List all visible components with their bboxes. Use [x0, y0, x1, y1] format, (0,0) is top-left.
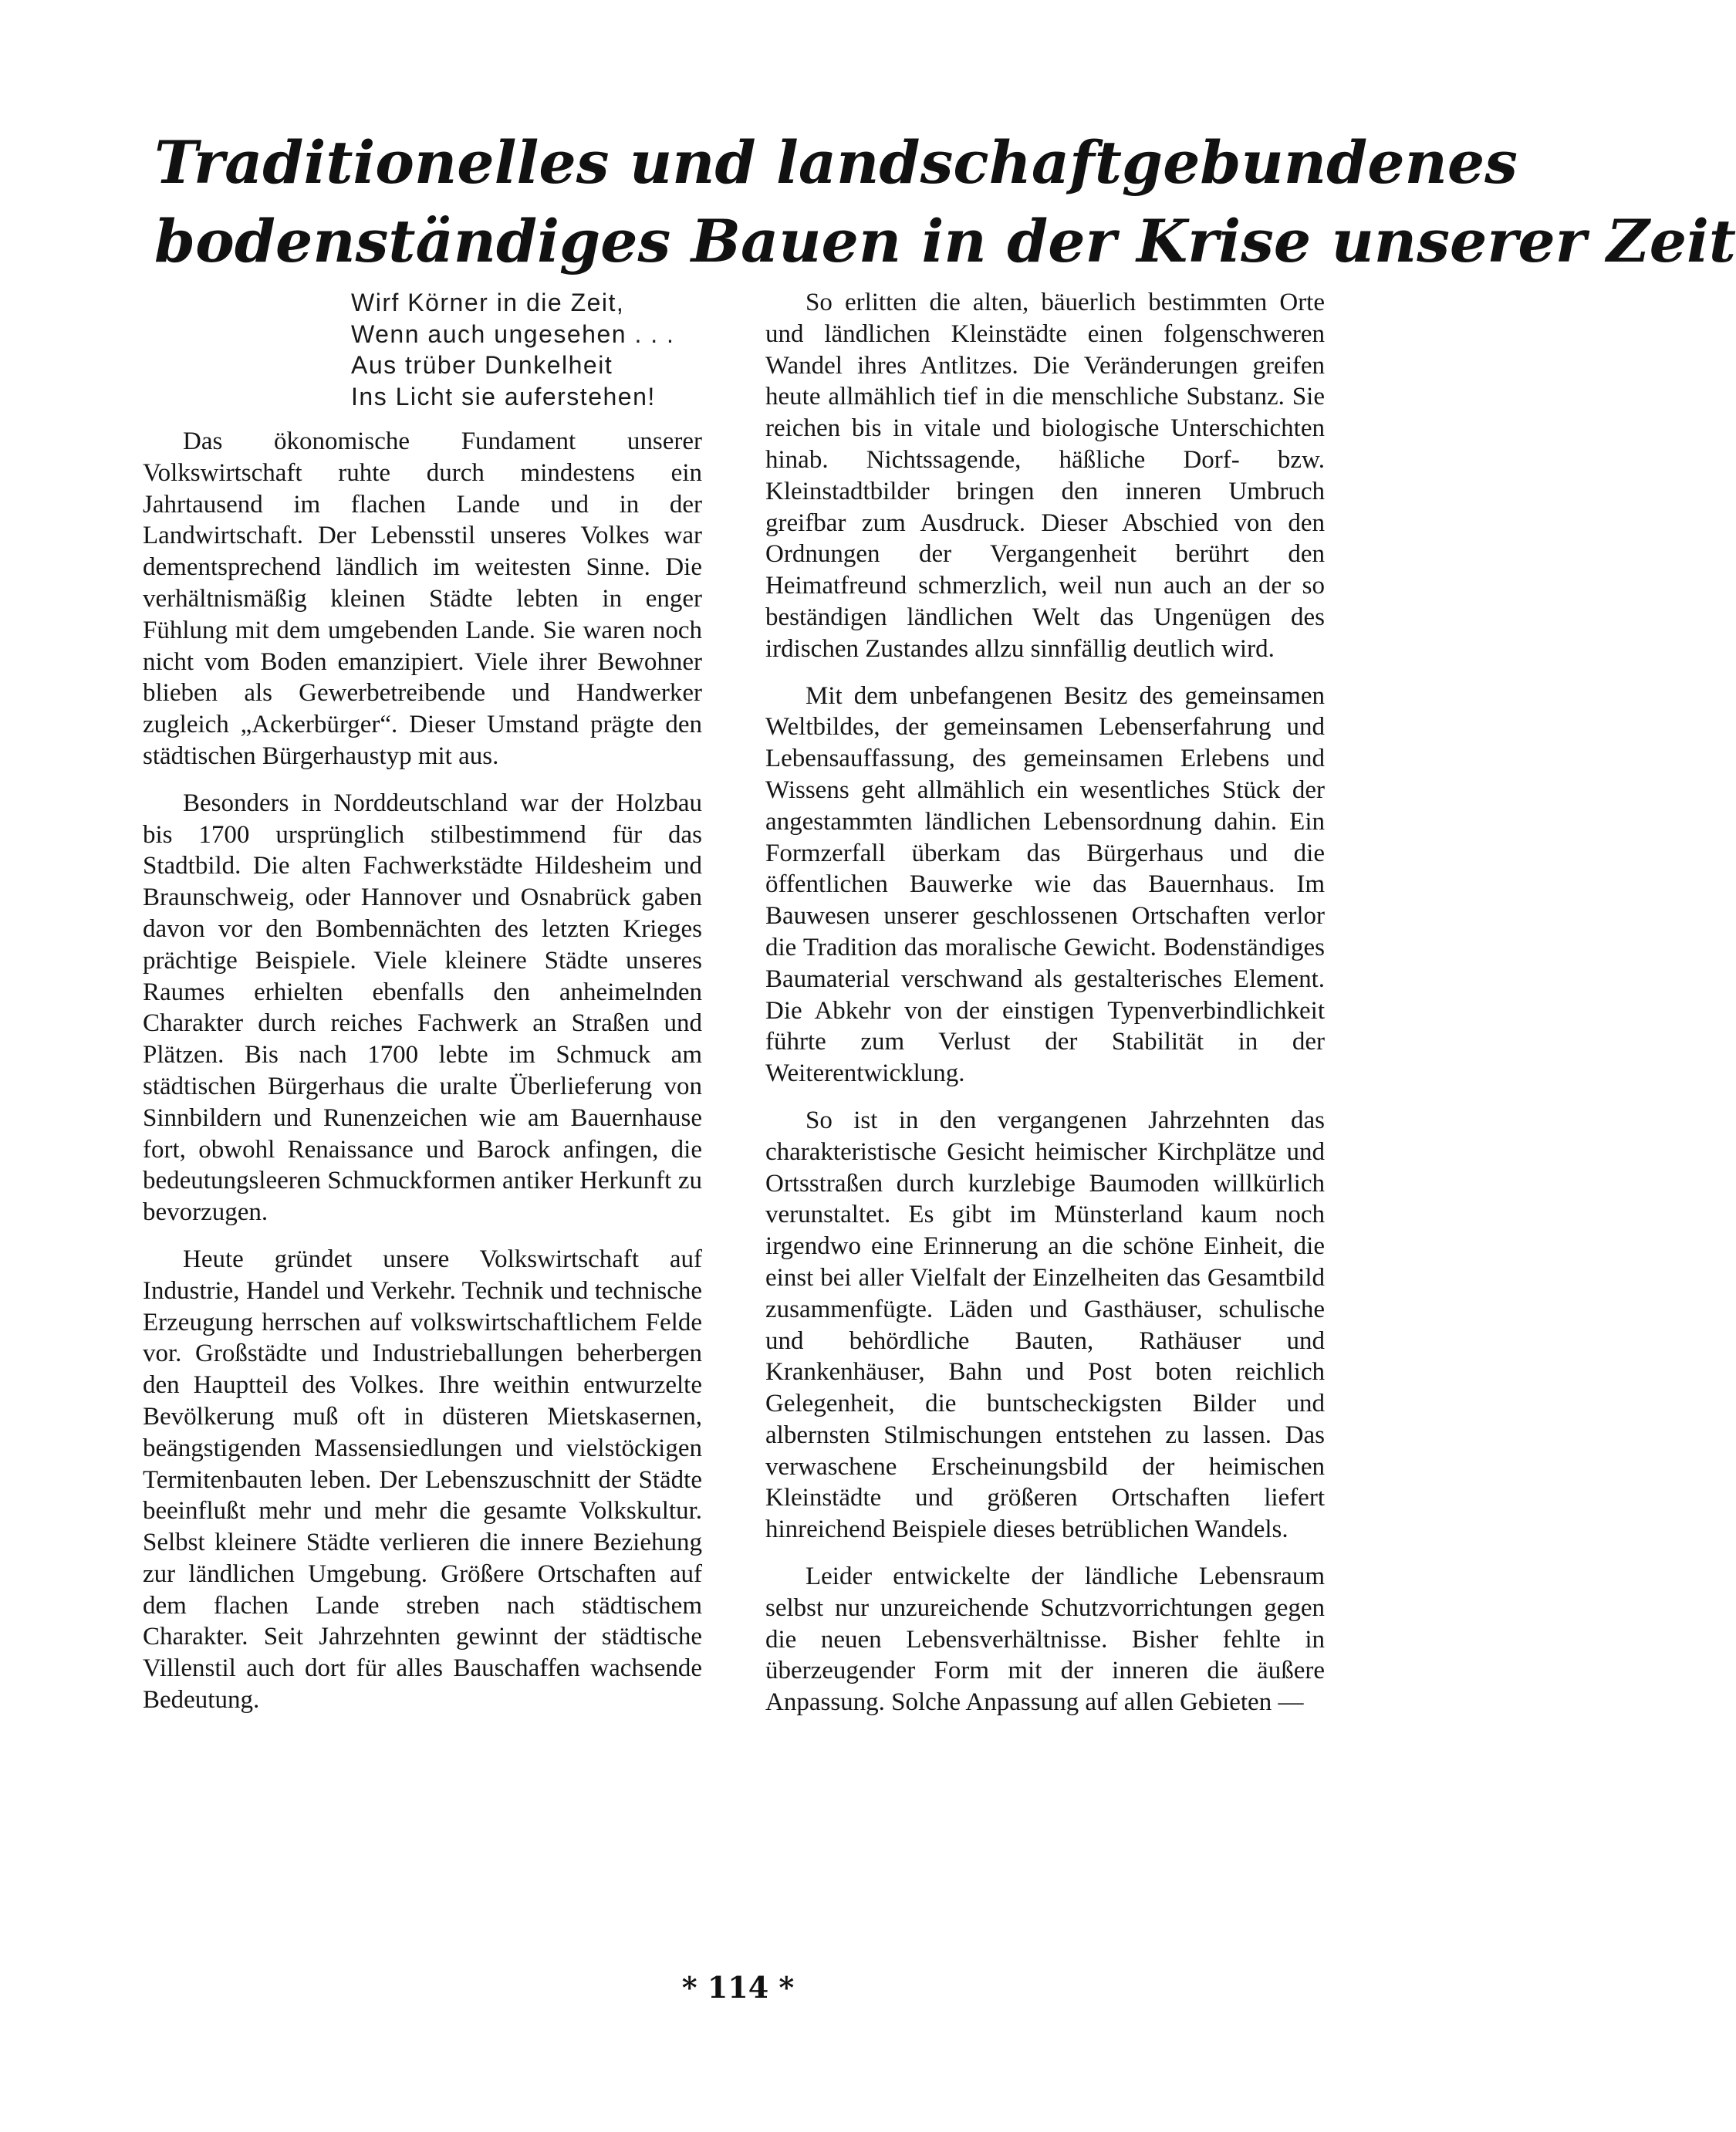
paragraph: So erlitten die alten, bäuerlich bestimmten Orte und ländlichen Kleinstädte einen folgenschweren Wandel ihres Antlitzes. Die Veränderungen greifen heute allmählich tief in die menschliche Substanz. Sie reichen bis in vitale und biologische Unterschichten hinab. Nichtssagende, häßliche Dorf- bzw. Kleinstadtbilder bringen den inneren Umbruch greifbar zum Ausdruck. Dieser Abschied von den Ordnungen der Vergangenheit berührt den Heimatfreund schmerzlich, weil nun auch an der so beständigen ländlichen Welt das Ungenügen des irdischen Zustandes allzu sinnfällig deutlich wird. [765, 289, 1325, 663]
right-column [765, 287, 1325, 1734]
paragraph: Heute gründet unsere Volkswirtschaft auf Industrie, Handel und Verkehr. Technik und technische Erzeugung herrschen auf volkswirtschaftlichem Felde vor. Großstädte und Industrieballungen beherbergen den Hauptteil des Volkes. Ihre weithin entwurzelte Bevölkerung muß oft in düsteren Mietskasernen, beängstigenden Massensiedlungen und vielstöckigen Termitenbauten leben. Der Lebenszuschnitt der Städte beeinflußt mehr und mehr die gesamte Volkskultur. Selbst kleinere Städte verlieren die innere Beziehung zur ländlichen Umgebung. Größere Ortschaften auf dem flachen Lande streben nach städtischem Charakter. Seit Jahrzehnten gewinnt der städtische Villenstil auch dort für alles Bauschaffen wachsende Bedeutung. [143, 1245, 702, 1715]
paragraph: Leider entwickelte der ländliche Lebensraum selbst nur unzureichende Schutzvorrichtungen gegen die neuen Lebensverhältnisse. Bisher fehlte in überzeugender Form mit der inneren die äußere Anpassung. Solche Anpassung auf allen Gebieten — [765, 1563, 1325, 1717]
title-line-2: bodenständiges Bauen in der Krise unserer Zeit [154, 207, 1736, 275]
title-line-1: Traditionelles und landschaftgebundenes [154, 128, 1518, 197]
paragraph: So ist in den vergangenen Jahrzehnten das charakteristische Gesicht heimischer Kirchplätze und Ortsstraßen durch kurzlebige Baumoden willkürlich verunstaltet. Es gibt im Münsterland kaum noch irgendwo eine Erinnerung an die schöne Einheit, die einst bei aller Vielfalt der Einzelheiten das Gesamtbild zusammenfügte. Läden und Gasthäuser, schulische und behördliche Bauten, Rathäuser und Krankenhäuser, Bahn und Post boten reichlich Gelegenheit, die buntscheckigsten Bilder und albernsten Stilmischungen entstehen zu lassen. Das verwaschene Erscheinungsbild der heimischen Kleinstädte und größeren Ortschaften liefert hinreichend Beispiele dieses betrüblichen Wandels. [765, 1106, 1325, 1544]
motto-line: Aus trüber Dunkelheit [351, 351, 613, 379]
article-title [154, 123, 1736, 281]
page-number: * 114 * [681, 1970, 795, 2005]
paragraph: Mit dem unbefangenen Besitz des gemeinsamen Weltbildes, der gemeinsamen Lebenserfahrung und Lebensauffassung, des gemeinsamen Erlebens und Wissens geht allmählich ein wesentliches Stück der angestammten ländlichen Lebensordnung dahin. Ein Formzerfall überkam das Bürgerhaus und die öffentlichen Bauwerke wie das Bauernhaus. Im Bauwesen unserer geschlossenen Ortschaften verlor die Tradition das moralische Gewicht. Bodenständiges Baumaterial verschwand als gestalterisches Element. Die Abkehr von der einstigen Typenverbindlichkeit führte zum Verlust der Stabilität in der Weiterentwicklung. [765, 681, 1325, 1088]
paragraph: Besonders in Norddeutschland war der Holzbau bis 1700 ursprünglich stilbestimmend für das Stadtbild. Die alten Fachwerkstädte Hildesheim und Braunschweig, oder Hannover und Osnabrück gaben davon vor den Bombennächten des letzten Krieges prächtige Beispiele. Viele kleinere Städte unseres Raumes erhielten ebenfalls den anheimelnden Charakter durch reiches Fachwerk an Straßen und Plätzen. Bis nach 1700 lebte im Schmuck am städtischen Bürgerhaus die uralte Überlieferung von Sinnbildern und Runenzeichen wie am Bauernhause fort, obwohl Renaissance und Barock anfingen, die bedeutungsleeren Schmuckformen antiker Herkunft zu bevorzugen. [143, 789, 702, 1227]
motto-line: Wirf Körner in die Zeit, [351, 289, 625, 316]
motto-line: Wenn auch ungesehen . . . [351, 319, 675, 348]
left-column [143, 287, 702, 1732]
motto-verse [351, 287, 702, 412]
motto-line: Ins Licht sie auferstehen! [351, 382, 656, 411]
paragraph: Das ökonomische Fundament unserer Volkswirtschaft ruhte durch mindestens ein Jahrtausend im flachen Lande und in der Landwirtschaft. Der Lebensstil unseres Volkes war dementsprechend ländlich im weitesten Sinne. Die verhältnismäßig kleinen Städte lebten in enger Fühlung mit dem umgebenden Lande. Sie waren noch nicht vom Boden emanzipiert. Viele ihrer Bewohner blieben als Gewerbetreibende und Handwerker zugleich „Ackerbürger“. Dieser Umstand prägte den städtischen Bürgerhaustyp mit aus. [143, 427, 702, 770]
